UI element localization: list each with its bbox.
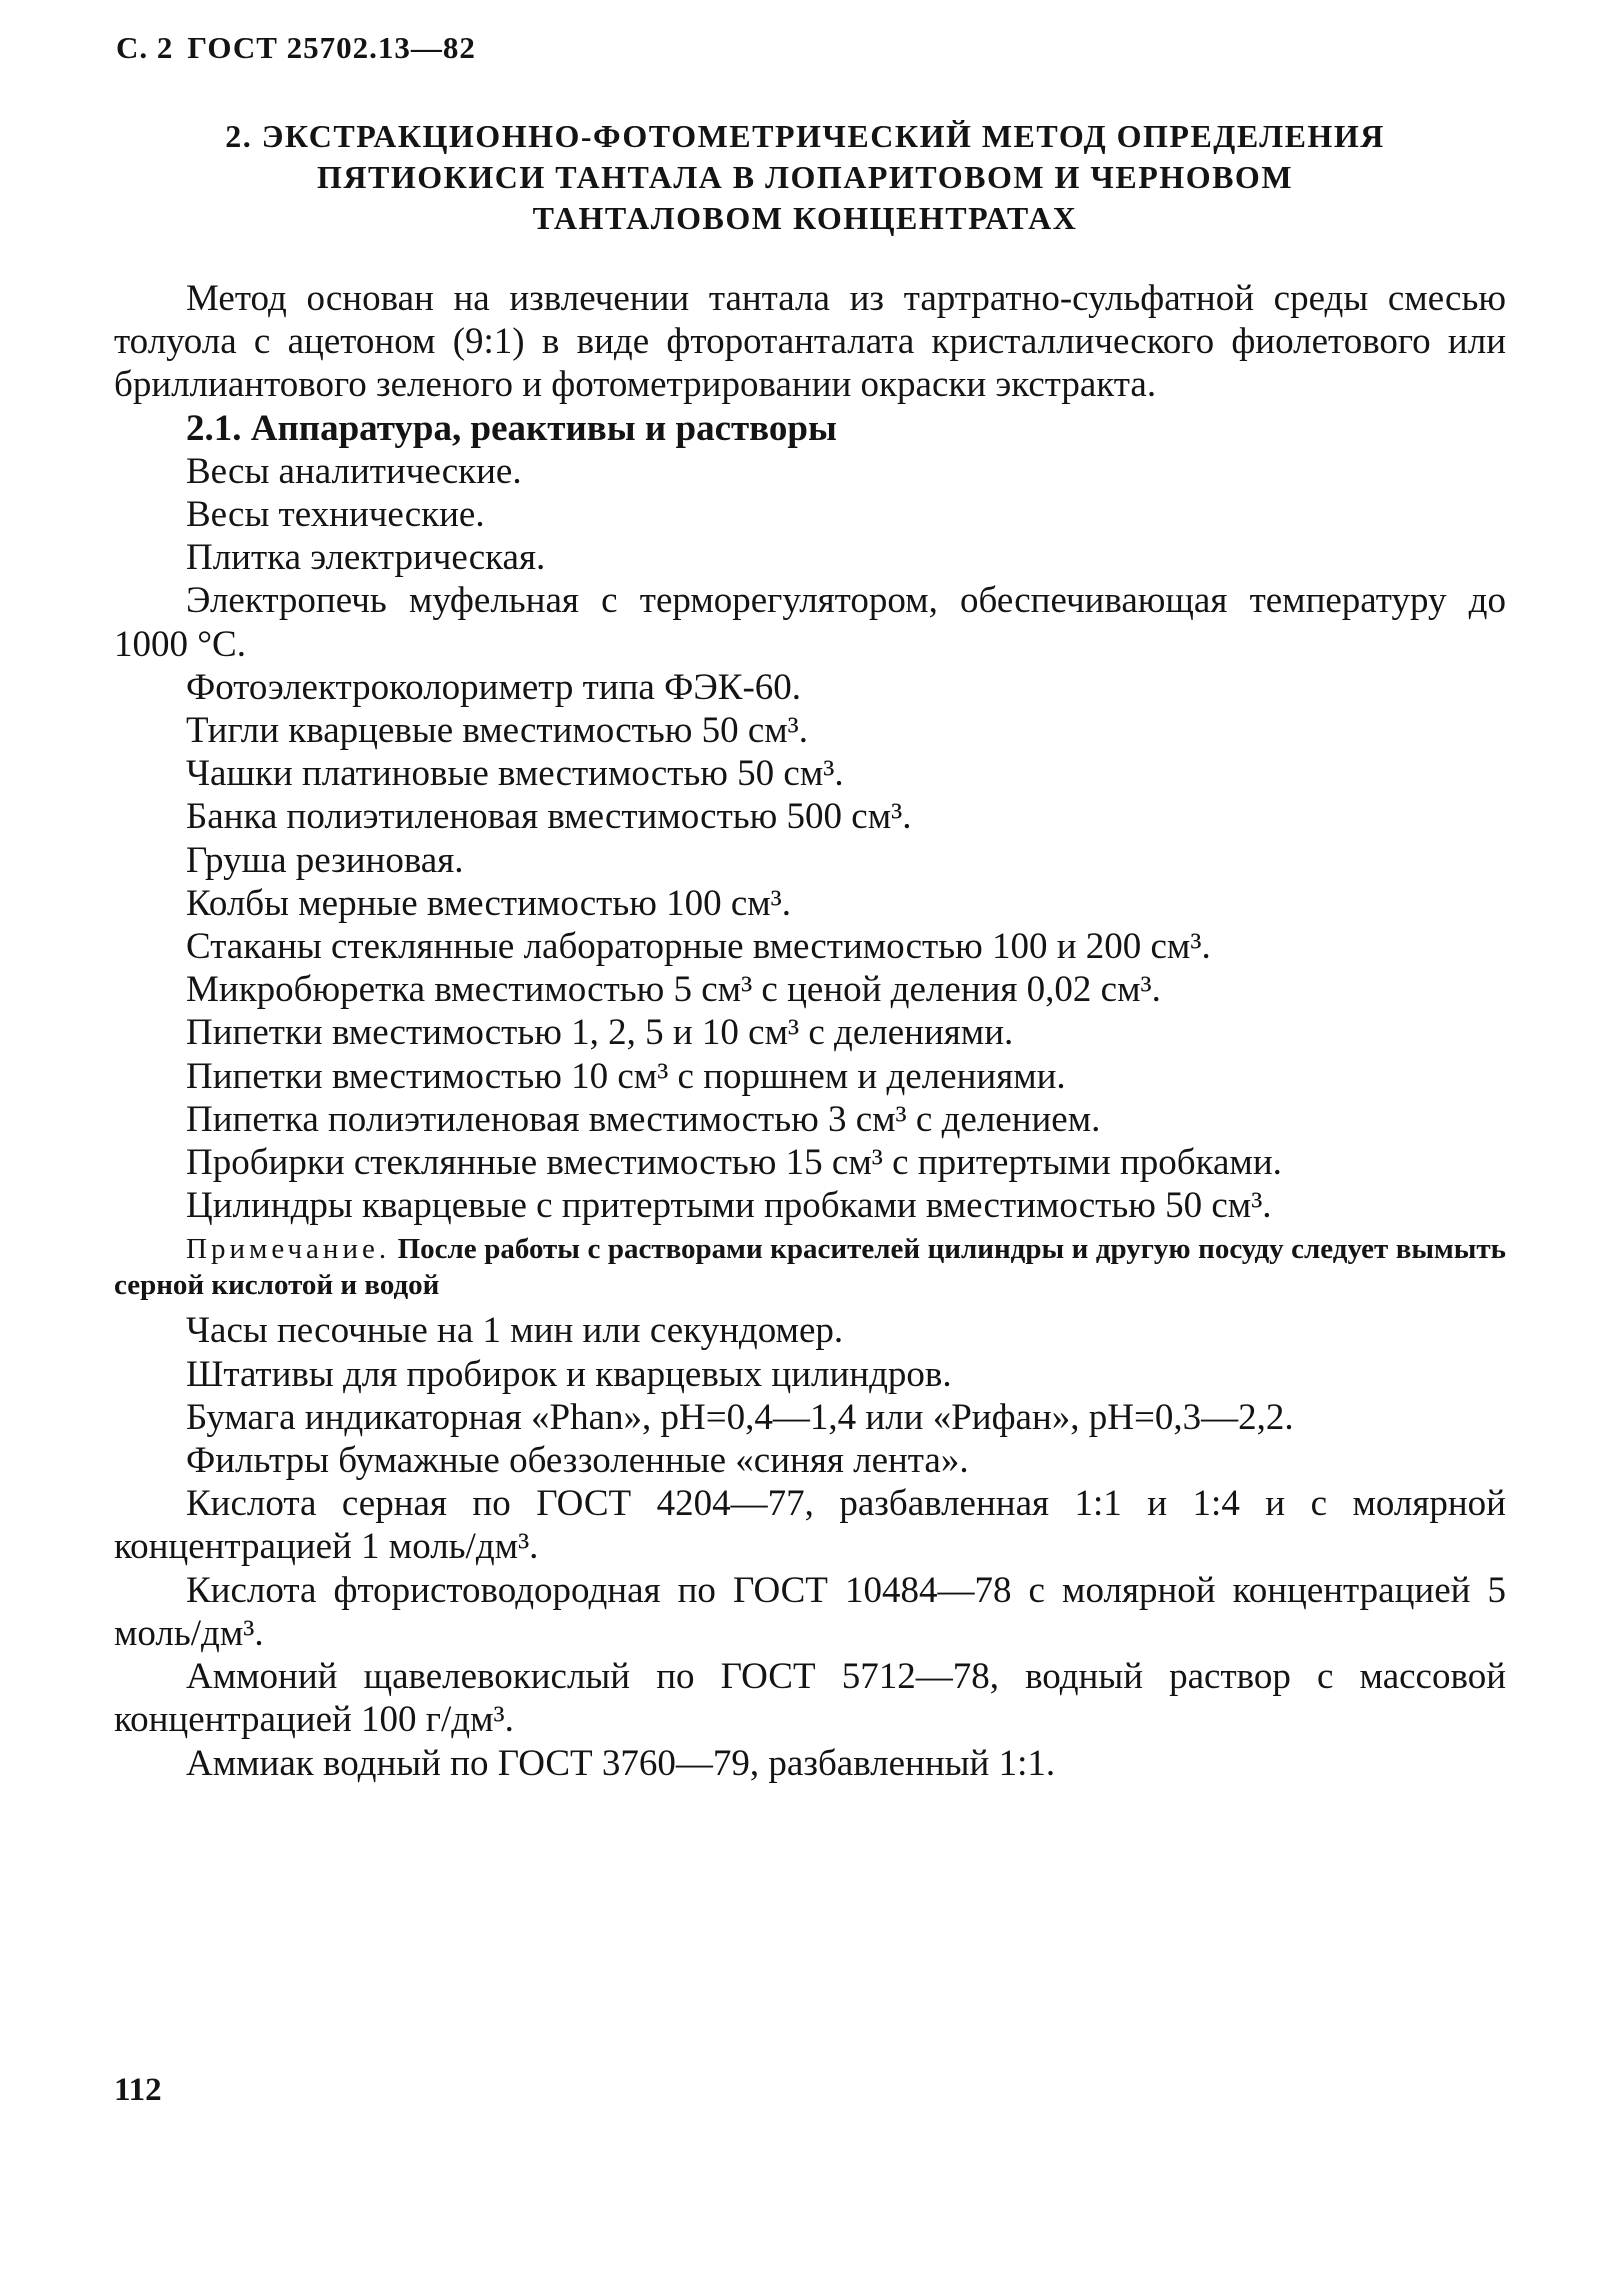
note-paragraph xyxy=(114,1231,1506,1303)
list-item: Фильтры бумажные обеззоленные «синяя лента». xyxy=(186,1440,969,1482)
section-title-line: ПЯТИОКИСИ ТАНТАЛА В ЛОПАРИТОВОМ И ЧЕРНОВОМ xyxy=(316,159,1294,195)
section-title xyxy=(120,116,1490,239)
page-label: С. 2 xyxy=(116,30,174,65)
page-number: 112 xyxy=(114,2072,162,2108)
list-item: Фотоэлектроколориметр типа ФЭК-60. xyxy=(186,666,802,708)
list-item: Кислота фтористоводородная по ГОСТ 10484—78 с молярной концентрацией 5 моль/дм³. xyxy=(114,1569,1506,1654)
list-item: Тигли кварцевые вместимостью 50 см³. xyxy=(186,710,809,752)
list-item: Аммоний щавелевокислый по ГОСТ 5712—78, водный раствор с массовой концентрацией 100 г/дм³. xyxy=(114,1656,1506,1741)
note-label: Примечание. xyxy=(186,1233,391,1266)
subsection-title: 2.1. Аппаратура, реактивы и растворы xyxy=(186,407,837,449)
list-item: Цилиндры кварцевые с притертыми пробками вместимостью 50 см³. xyxy=(186,1185,1272,1227)
section-title-line: 2. ЭКСТРАКЦИОННО-ФОТОМЕТРИЧЕСКИЙ МЕТОД ОПРЕДЕЛЕНИЯ xyxy=(225,118,1385,154)
body-text xyxy=(114,277,1506,1785)
list-item: Чашки платиновые вместимостью 50 см³. xyxy=(186,753,844,795)
list-item: Пипетки вместимостью 10 см³ с поршнем и делениями. xyxy=(186,1055,1066,1097)
list-item: Микробюретка вместимостью 5 см³ с ценой деления 0,02 см³. xyxy=(186,969,1161,1011)
section-title-line: ТАНТАЛОВОМ КОНЦЕНТРАТАХ xyxy=(532,200,1078,236)
list-item: Колбы мерные вместимостью 100 см³. xyxy=(186,882,792,924)
standard-number: ГОСТ 25702.13—82 xyxy=(187,30,476,65)
list-item: Плитка электрическая. xyxy=(186,537,546,579)
list-item: Кислота серная по ГОСТ 4204—77, разбавленная 1:1 и 1:4 и с молярной концентрацией 1 моль/дм³. xyxy=(114,1483,1506,1568)
list-item: Стаканы стеклянные лабораторные вместимостью 100 и 200 см³. xyxy=(186,926,1211,968)
list-item: Бумага индикаторная «Phan», рН=0,4—1,4 или «Рифан», рН=0,3—2,2. xyxy=(186,1396,1294,1438)
list-item: Пипетки вместимостью 1, 2, 5 и 10 см³ с делениями. xyxy=(186,1012,1014,1054)
list-item: Часы песочные на 1 мин или секундомер. xyxy=(186,1310,844,1352)
running-head xyxy=(116,30,490,66)
note-text: После работы с растворами красителей цилиндры и другую посуду следует вымыть серной кислотой и водой xyxy=(114,1233,1506,1302)
list-item: Банка полиэтиленовая вместимостью 500 см³. xyxy=(186,796,912,838)
list-item: Пипетка полиэтиленовая вместимостью 3 см³ с делением. xyxy=(186,1098,1101,1140)
list-item: Аммиак водный по ГОСТ 3760—79, разбавленный 1:1. xyxy=(186,1742,1056,1784)
intro-paragraph: Метод основан на извлечении тантала из тартратно-сульфатной среды смесью толуола с ацетоном (9:1) в виде фторотанталата кристаллического фиолетового или бриллиантового зеленого и фотометрировании окраски экстракта. xyxy=(114,278,1506,406)
list-item: Штативы для пробирок и кварцевых цилиндров. xyxy=(186,1353,952,1395)
list-item: Электропечь муфельная с терморегулятором, обеспечивающая температуру до 1000 °С. xyxy=(114,580,1506,665)
list-item: Пробирки стеклянные вместимостью 15 см³ с притертыми пробками. xyxy=(186,1142,1282,1184)
list-item: Груша резиновая. xyxy=(186,839,464,881)
list-item: Весы аналитические. xyxy=(186,450,522,492)
list-item: Весы технические. xyxy=(186,494,485,536)
